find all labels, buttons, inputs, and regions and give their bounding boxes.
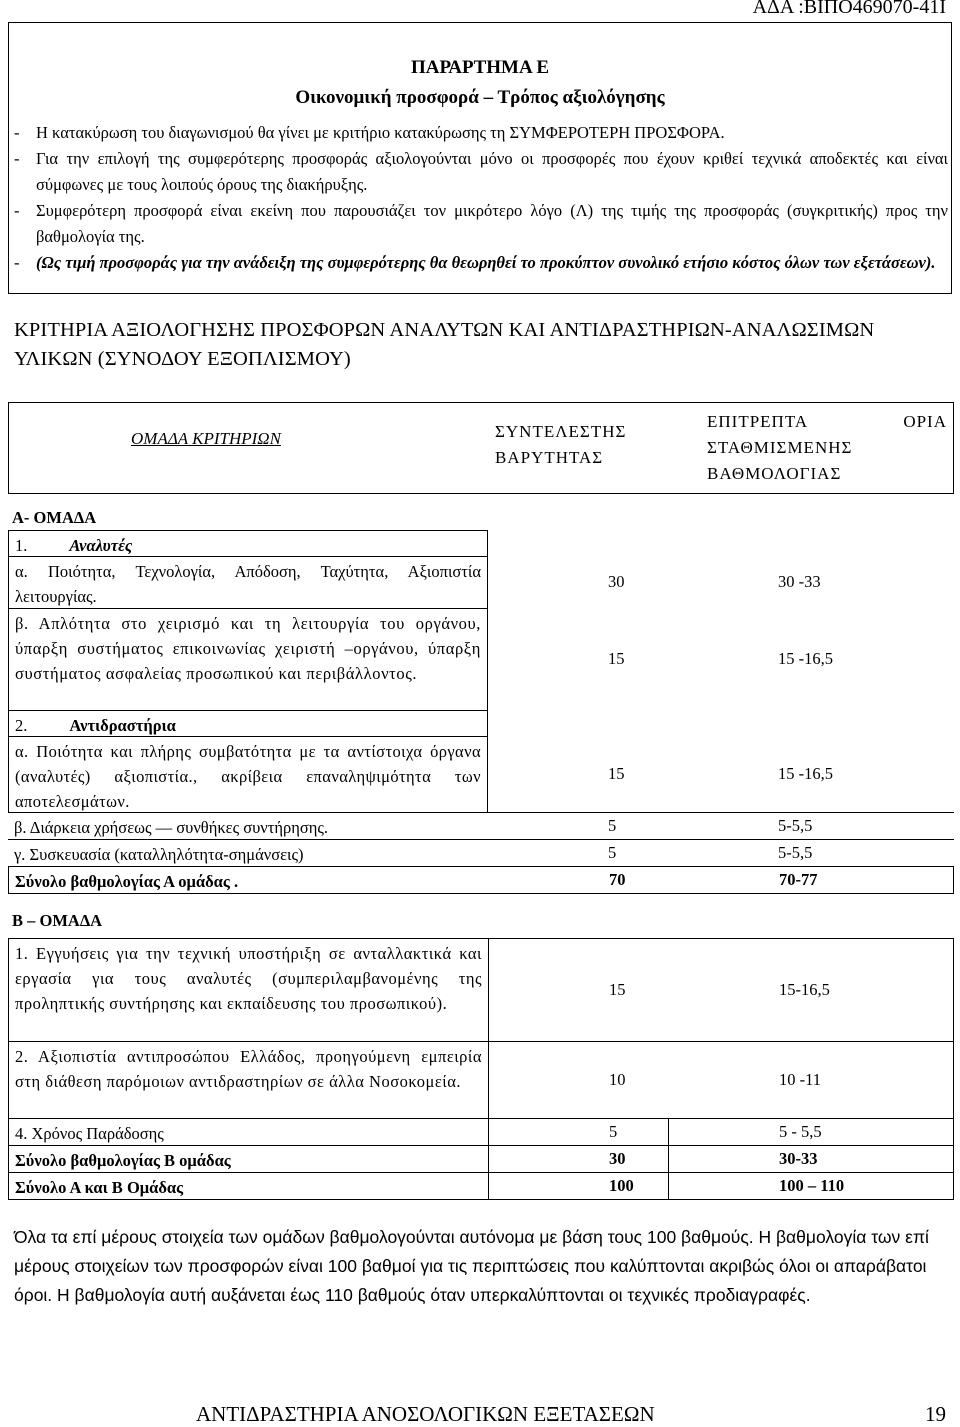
group-a-label: Α- ΟΜΑΔΑ [12, 508, 97, 527]
total-b-row [8, 1146, 954, 1173]
weight-value: 5 [489, 1119, 669, 1145]
weight-value: 15 [608, 649, 625, 668]
group-a-row [8, 494, 954, 530]
criterion-text: γ. Συσκευασία (καταλληλότητα-σημάνσεις) [14, 845, 304, 864]
group-b-label: Β – ΟΜΑΔΑ [12, 911, 103, 930]
header-limits: ΕΠΙΤΡΕΠΤΑ ΟΡΙΑ ΣΤΑΘΜΙΣΜΕΝΗΣ ΒΑΘΜΟΛΟΓΙΑΣ [707, 412, 947, 483]
bullet-text: Η κατακύρωση του διαγωνισμού θα γίνει με κριτήριο κατακύρωσης τη ΣΥΜΦΕΡΟΤΕΡΗ ΠΡΟΣΦΟΡΑ. [36, 123, 725, 142]
range-value: 5-5,5 [778, 816, 813, 835]
total-ab-range: 100 – 110 [779, 1176, 845, 1195]
bullet-text: (Ως τιμή προσφοράς για την ανάδειξη της συμφερότερης θα θεωρηθεί το προκύπτον συνολικό ετήσιο κόστος όλων των εξετάσεων). [36, 253, 936, 272]
criterion-text: 1. Εγγυήσεις για την τεχνική υποστήριξη σε ανταλλακτικά και εργασία για τους αναλυτές (συμπεριλαμβανομένης της προληπτικής συντήρησης και εκπαίδευσης του προσωπικού). [9, 939, 489, 1041]
analytes-heading: 1. Αναλυτές [8, 530, 488, 556]
table-row [8, 1041, 954, 1118]
header-group-criteria: ΟΜΑΔΑ ΚΡΙΤΗΡΙΩΝ [131, 429, 281, 448]
table-row [8, 1118, 954, 1146]
criterion-text: α. Ποιότητα, Τεχνολογία, Απόδοση, Ταχύτητα, Αξιοπιστία λειτουργίας. [8, 556, 488, 608]
table-row [8, 812, 954, 839]
table-row [8, 736, 954, 812]
footnote: Όλα τα επί μέρους στοιχεία των ομάδων βαθμολογούνται αυτόνομα με βάση τους 100 βαθμούς. Η βαθμολογία των επί μέρους στοιχείων των προσφορών είναι 100 βαθμοί για τις περιπτώσεις που καλύπτονται ακριβώς όλοι οι απαράβατοι όροι. Η βαθμολογία αυτή αυξάνεται έως 110 βαθμούς όταν υπερκαλύπτονται οι τεχνικές προδιαγραφές. [14, 1227, 929, 1305]
weight-value: 30 [608, 572, 625, 591]
total-ab-row [8, 1173, 954, 1200]
table-row [8, 839, 954, 866]
criteria-table [8, 402, 954, 1200]
bullet-text: Για την επιλογή της συμφερότερης προσφοράς αξιολογούνται μόνο οι προσφορές που έχουν κριθεί τεχνικά αποδεκτές και είναι σύμφωνες με τους λοιπούς όρους της διακήρυξης. [36, 149, 948, 194]
bullet-item: - (Ως τιμή προσφοράς για την ανάδειξη της συμφερότερης θα θεωρηθεί το προκύπτον συνολικό ετήσιο κόστος όλων των εξετάσεων). [14, 250, 948, 276]
range-value: 15-16,5 [779, 980, 830, 999]
range-value: 15 -16,5 [778, 649, 833, 668]
table-row [8, 530, 954, 556]
weight-value: 10 [609, 1070, 626, 1089]
total-a-range: 70-77 [779, 870, 818, 889]
annex-title: ΠΑΡΑΡΤΗΜΑ Ε [410, 57, 550, 78]
total-b-weight: 30 [489, 1146, 669, 1172]
criterion-text: β. Απλότητα στο χειρισμό και τη λειτουργία του οργάνου, ύπαρξη συστήματος επικοινωνίας χειριστή –οργάνου, ύπαρξη συστήματος ασφαλείας προσωπικού και περιβάλλοντος. [8, 608, 488, 710]
range-value: 15 -16,5 [778, 764, 833, 783]
range-value: 10 -11 [779, 1070, 822, 1089]
criterion-text: β. Διάρκεια χρήσεως –– συνθήκες συντήρησης. [14, 818, 329, 837]
total-a-weight: 70 [609, 870, 626, 889]
total-ab-weight: 100 [489, 1173, 669, 1199]
table-row [8, 556, 954, 608]
weight-value: 15 [609, 980, 626, 999]
page-footer-title: ΑΝΤΙΔΡΑΣΤΗΡΙΑ ΑΝΟΣΟΛΟΓΙΚΩΝ ΕΞΕΤΑΣΕΩΝ [196, 1402, 655, 1426]
table-row [8, 938, 954, 1041]
page-number: 19 [925, 1402, 946, 1426]
criterion-text: α. Ποιότητα και πλήρης συμβατότητα με τα αντίστοιχα όργανα (αναλυτές) αξιοπιστία., ακρίβεια επαναληψιμότητα των αποτελεσμάτων. [8, 736, 488, 812]
bullet-item: - Η κατακύρωση του διαγωνισμού θα γίνει με κριτήριο κατακύρωσης τη ΣΥΜΦΕΡΟΤΕΡΗ ΠΡΟΣΦΟΡΑ. [14, 120, 948, 146]
total-a-row [8, 866, 954, 894]
header-weight: ΣΥΝΤΕΛΕΣΤΗΣ ΒΑΡΥΤΗΤΑΣ [495, 422, 627, 467]
criteria-title: ΚΡΙΤΗΡΙΑ ΑΞΙΟΛΟΓΗΣΗΣ ΠΡΟΣΦΟΡΩΝ ΑΝΑΛΥΤΩΝ ΚΑΙ ΑΝΤΙΔΡΑΣΤΗΡΙΩΝ-ΑΝΑΛΩΣΙΜΩΝ ΥΛΙΚΩΝ (ΣΥΝΟΔΟΥ ΕΞΟΠΛΙΣΜΟΥ) [14, 319, 875, 370]
criterion-text: 4. Χρόνος Παράδοσης [9, 1119, 489, 1145]
annex-subtitle: Οικονομική προσφορά – Τρόπος αξιολόγησης [295, 87, 665, 108]
bullet-list [14, 120, 948, 276]
total-ab-label: Σύνολο Α και Β Ομάδας [9, 1173, 489, 1199]
bullet-text: Συμφερότερη προσφορά είναι εκείνη που παρουσιάζει τον μικρότερο λόγο (Λ) της τιμής της προσφοράς (συγκριτικής) προς την βαθμολογία της. [36, 201, 948, 246]
bullet-item: - Συμφερότερη προσφορά είναι εκείνη που παρουσιάζει τον μικρότερο λόγο (Λ) της τιμής της προσφοράς (συγκριτικής) προς την βαθμολογία της. [14, 198, 948, 250]
group-b-row [8, 894, 954, 938]
range-value: 30 -33 [778, 572, 821, 591]
criterion-text: 2. Αξιοπιστία αντιπροσώπου Ελλάδος, προηγούμενη εμπειρία στη διάθεση παρόμοιων αντιδραστηρίων σε άλλα Νοσοκομεία. [9, 1042, 489, 1118]
total-a-label: Σύνολο βαθμολογίας Α ομάδας . [15, 872, 239, 891]
weight-value: 5 [608, 816, 617, 835]
range-value: 5 - 5,5 [779, 1122, 822, 1141]
weight-value: 15 [608, 764, 625, 783]
total-b-range: 30-33 [779, 1149, 818, 1168]
reagents-heading: 2. Αντιδραστήρια [8, 710, 488, 736]
range-value: 5-5,5 [778, 843, 813, 862]
total-b-label: Σύνολο βαθμολογίας Β ομάδας [9, 1146, 489, 1172]
bullet-item: - Για την επιλογή της συμφερότερης προσφοράς αξιολογούνται μόνο οι προσφορές που έχουν κριθεί τεχνικά αποδεκτές και είναι σύμφωνες με τους λοιπούς όρους της διακήρυξης. [14, 146, 948, 198]
weight-value: 5 [608, 843, 617, 862]
table-header-row [8, 402, 954, 494]
table-row [8, 710, 954, 736]
table-row [8, 608, 954, 710]
document-code: ΑΔΑ :ΒΙΠΟ469070-41Ι [752, 0, 946, 18]
